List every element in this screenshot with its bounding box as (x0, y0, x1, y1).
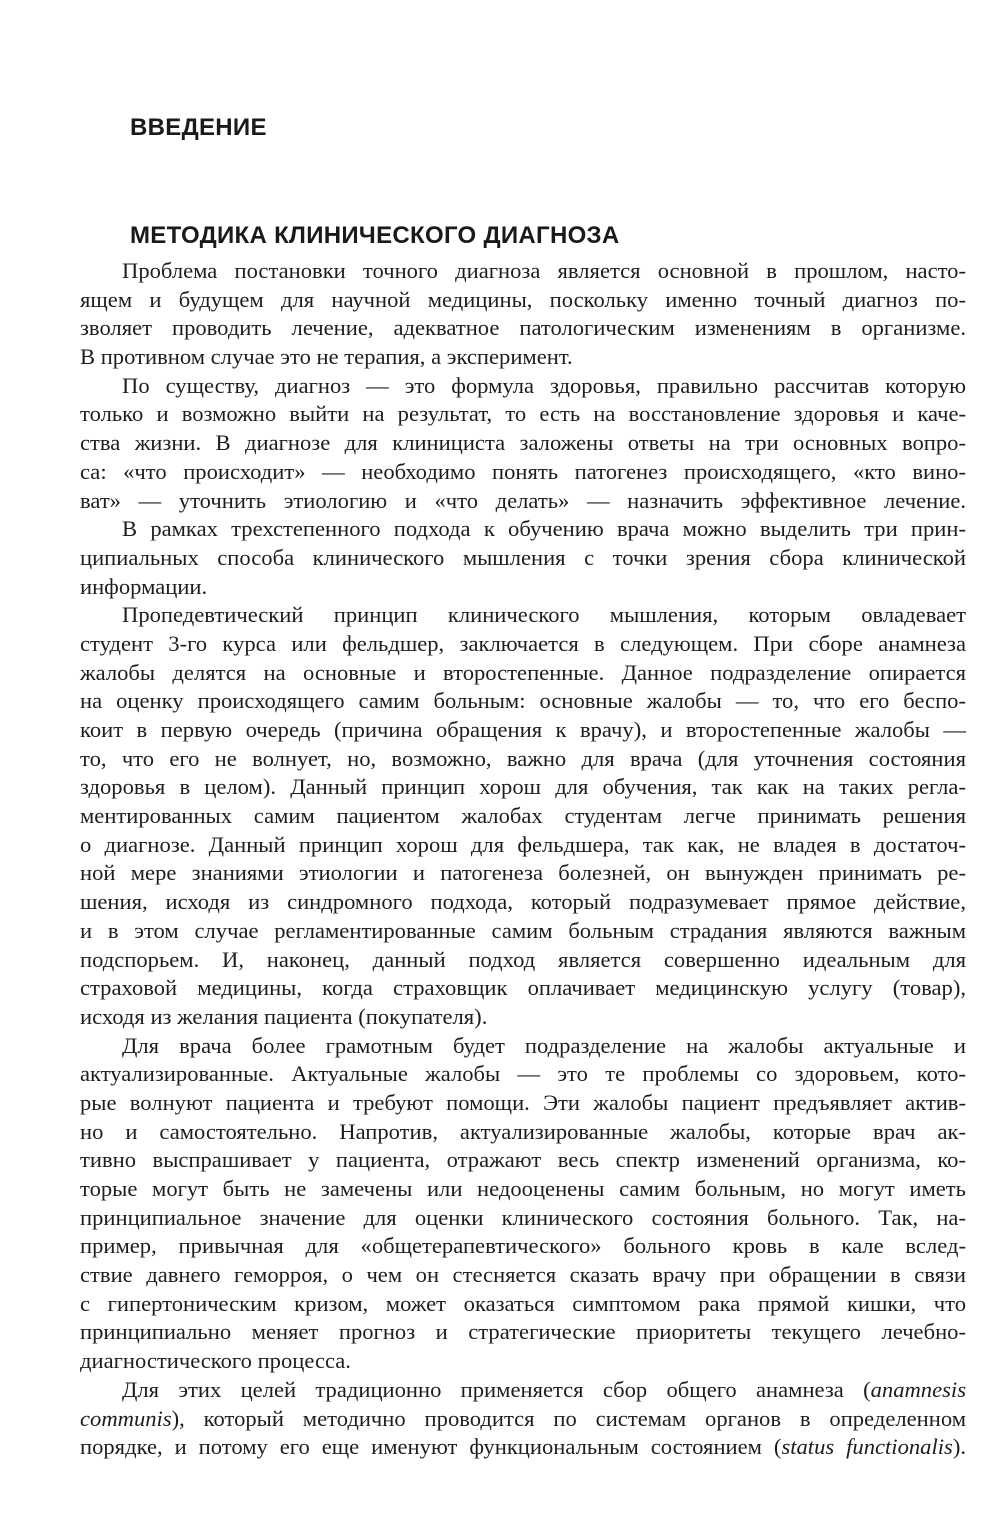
text-line: принципиальное значение для оценки клинического состояния больного. Так, на- (80, 1204, 966, 1230)
section-heading: МЕТОДИКА КЛИНИЧЕСКОГО ДИАГНОЗА (130, 222, 620, 249)
text-segment: порядке, и потому его еще именуют функциональным состоянием ( (80, 1434, 782, 1460)
text-segment: Для этих целей традиционно применяется сбор общего анамнеза ( (122, 1376, 871, 1402)
chapter-heading: ВВЕДЕНИЕ (130, 114, 267, 141)
text-line: торые могут быть не замечены или недооценены самим больным, но могут иметь (80, 1176, 966, 1201)
latin-term: communis (80, 1405, 172, 1431)
latin-term: status functionalis (781, 1434, 953, 1460)
text-line: В рамках трехстепенного подхода к обучению врача можно выделить три прин- (122, 516, 966, 542)
text-line: Для врача более грамотным будет подразделение на жалобы актуальные и (122, 1032, 966, 1058)
paragraph (80, 515, 966, 601)
text-line: принципиально меняет прогноз и стратегические приоритеты текущего лечебно- (80, 1319, 966, 1345)
text-line: са: «что происходит» — необходимо понять патогенез происходящего, «кто вино- (80, 458, 966, 484)
text-line: жалобы делятся на основные и второстепенные. Данное подразделение опирается (80, 659, 966, 685)
paragraph (80, 372, 966, 515)
text-line: страховой медицины, когда страховщик оплачивает медицинскую услугу (товар), (80, 975, 966, 1001)
text-line: студент 3-го курса или фельдшер, заключается в следующем. При сборе анамнеза (80, 630, 966, 656)
text-line: ной мере знаниями этиологии и патогенеза болезней, он вынужден принимать ре- (80, 860, 966, 886)
text-line: ствие давнего геморроя, о чем он стесняется сказать врачу при обращении в связи (80, 1262, 966, 1288)
text-line: пример, привычная для «общетерапевтического» больного кровь в кале вслед- (80, 1233, 966, 1259)
text-line: информации. (80, 573, 208, 599)
text-line: ципиальных способа клинического мышления с точки зрения сбора клинической (80, 544, 966, 570)
text-line: рые волнуют пациента и требуют помощи. Эти жалобы пациент предъявляет актив- (80, 1089, 966, 1115)
text-line: и в этом случае регламентированные самим больным страдания являются важным (80, 917, 966, 943)
text-line: здоровья в целом). Данный принцип хорош для обучения, так как на таких регла- (80, 774, 966, 800)
text-line: диагностического процесса. (80, 1348, 351, 1374)
text-segment: ). (952, 1434, 967, 1460)
paragraph (80, 257, 966, 372)
text-line: только и возможно выйти на результат, то есть на восстановление здоровья и каче- (80, 401, 966, 427)
text-line (80, 1405, 966, 1434)
text-line: зволяет проводить лечение, адекватное патологическим изменениям в организме. (80, 315, 966, 341)
text-line: тивно выспрашивает у пациента, отражают весь спектр изменений организма, ко- (80, 1147, 966, 1173)
paragraph (80, 1032, 966, 1376)
text-line: актуализированные. Актуальные жалобы — это те проблемы со здоровьем, кото- (80, 1061, 966, 1087)
paragraph (80, 601, 966, 1031)
text-line: ства жизни. В диагнозе для клинициста заложены ответы на три основных вопро- (80, 430, 966, 456)
text-line: подспорьем. И, наконец, данный подход является совершенно идеальным для (80, 946, 966, 972)
text-segment: ), который методично проводится по системам органов в определенном (171, 1405, 966, 1431)
text-line: о диагнозе. Данный принцип хорош для фельдшера, так как, не владея в достаточ- (80, 831, 966, 857)
text-line: Проблема постановки точного диагноза является основной в прошлом, насто- (122, 258, 966, 283)
text-line: с гипертоническим кризом, может оказаться симптомом рака прямой кишки, что (80, 1290, 966, 1316)
latin-term: anamnesis (870, 1376, 966, 1402)
text-line: Пропедевтический принцип клинического мышления, которым овладевает (122, 602, 966, 628)
text-line: По существу, диагноз — это формула здоровья, правильно рассчитав которую (122, 372, 966, 398)
text-line (80, 1433, 966, 1462)
text-line: на оценку происходящего самим больным: основные жалобы — то, что его беспо- (80, 688, 966, 714)
paragraph (80, 1376, 966, 1462)
text-line: коит в первую очередь (причина обращения к врачу), и второстепенные жалобы — (80, 717, 966, 742)
text-line: ящем и будущем для научной медицины, поскольку именно точный диагноз по- (80, 286, 966, 312)
text-line: ментированных самим пациентом жалобах студентам легче принимать решения (80, 803, 966, 829)
text-line: шения, исходя из синдромного подхода, который подразумевает прямое действие, (80, 889, 966, 915)
text-line: то, что его не волнует, но, возможно, важно для врача (для уточнения состояния (80, 745, 966, 771)
text-line: исходя из желания пациента (покупателя). (80, 1003, 488, 1029)
text-line: ват» — уточнить этиологию и «что делать» — назначить эффективное лечение. (80, 487, 966, 513)
text-line: В противном случае это не терапия, а эксперимент. (80, 344, 573, 370)
text-line: но и самостоятельно. Напротив, актуализированные жалобы, которые врач ак- (80, 1118, 966, 1144)
text-line (80, 1376, 966, 1405)
body-text (80, 257, 966, 1462)
